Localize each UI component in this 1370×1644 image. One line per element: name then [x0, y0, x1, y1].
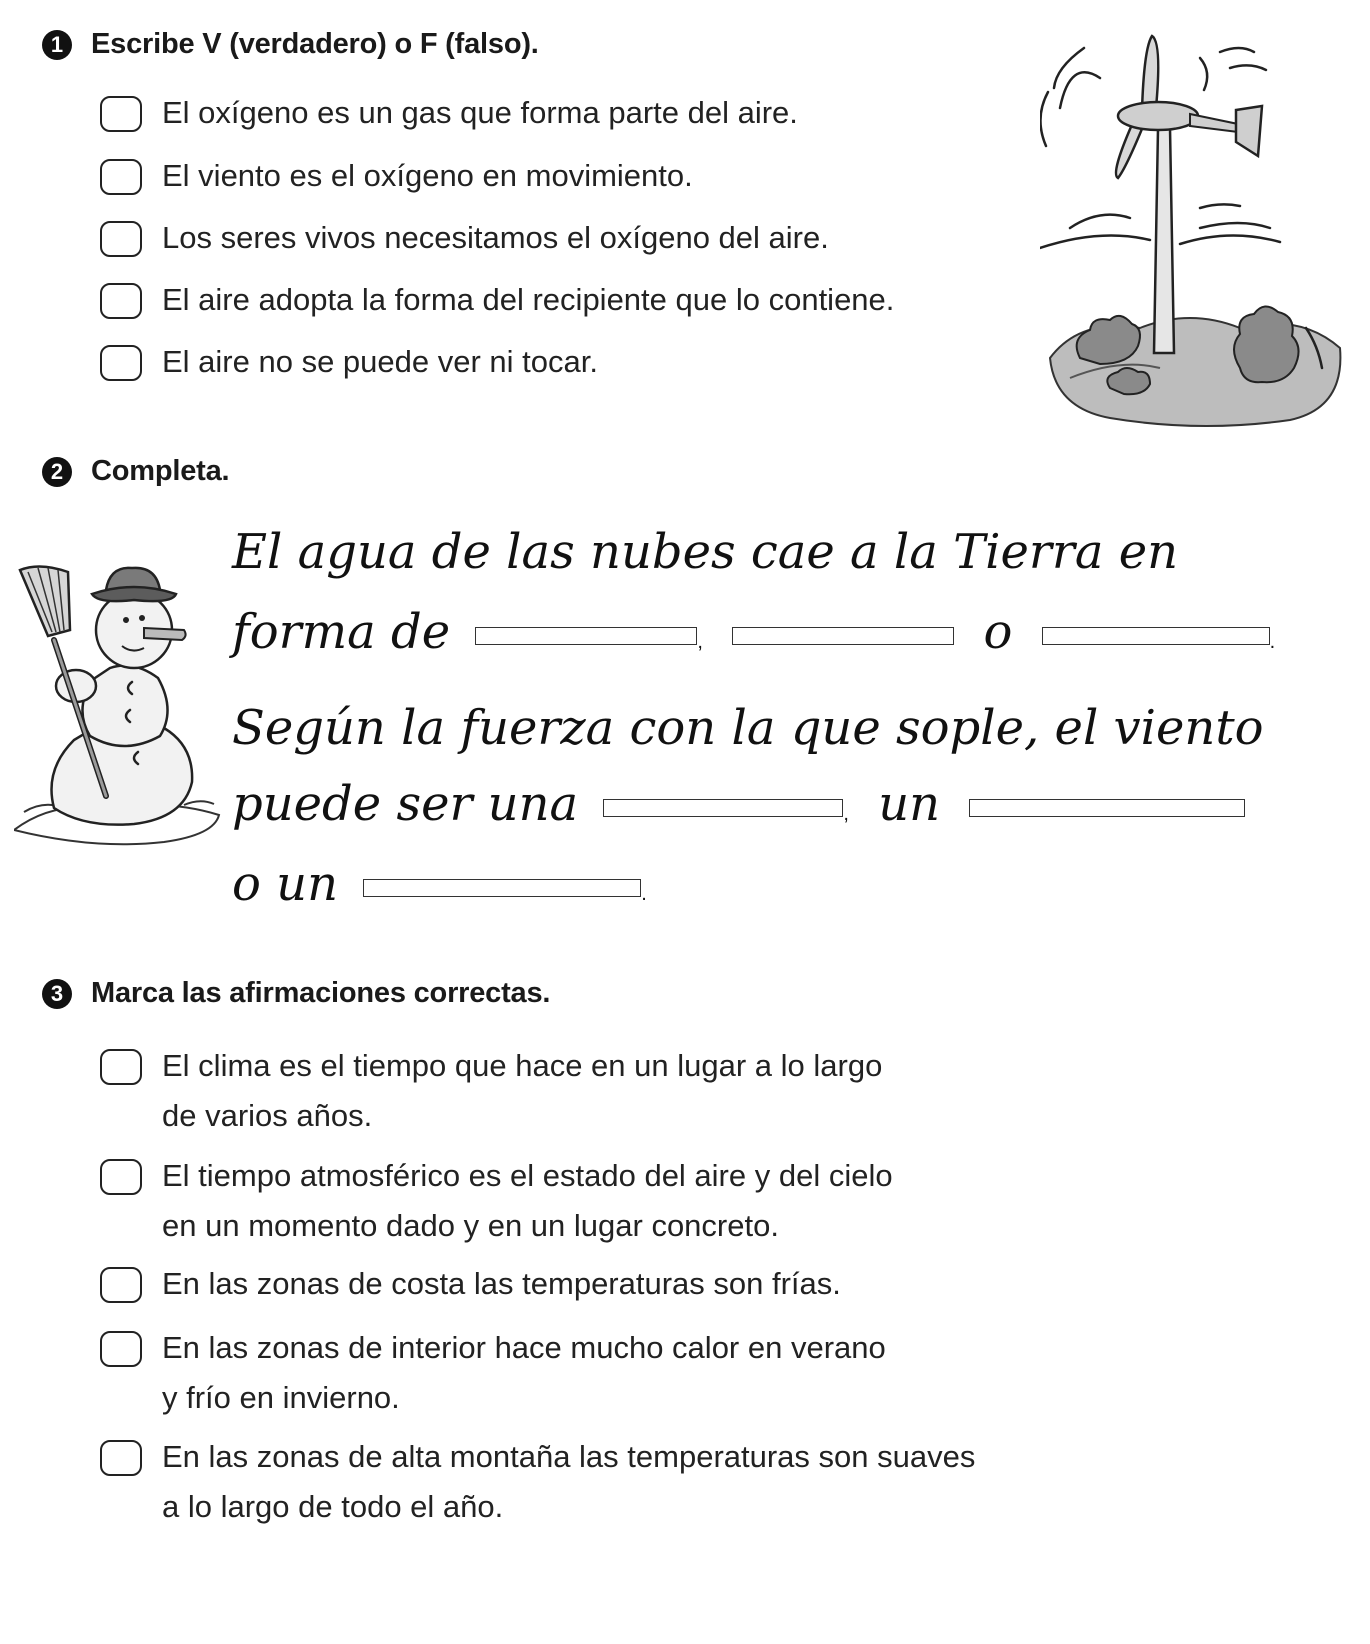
exercise-title: Marca las afirmaciones correctas. [91, 977, 551, 1009]
checkbox-item [100, 1327, 886, 1423]
statement-line: En las zonas de costa las temperaturas son frías. [162, 1266, 841, 1301]
exercise-3-heading [42, 977, 550, 1010]
statement-line: de varios años. [162, 1098, 373, 1133]
true-false-item [100, 155, 693, 201]
completion-line-3: Según la fuerza con la que sople, el viento [232, 700, 1264, 756]
checkbox[interactable] [100, 1159, 142, 1195]
completion-line-5 [232, 856, 647, 912]
line-text: forma de [232, 604, 451, 660]
answer-box[interactable] [100, 96, 142, 132]
exercise-number-badge: 1 [42, 30, 72, 60]
statement-text [162, 1259, 841, 1309]
separator-comma: , [697, 631, 703, 653]
exercise-2-heading [42, 455, 229, 488]
checkbox-item [100, 1155, 893, 1251]
true-false-item [100, 217, 829, 263]
checkbox[interactable] [100, 1440, 142, 1476]
completion-line-4 [232, 776, 1245, 832]
answer-box[interactable] [100, 345, 142, 381]
answer-box[interactable] [100, 159, 142, 195]
statement-line: a lo largo de todo el año. [162, 1489, 504, 1524]
period: . [1269, 631, 1276, 653]
connector-word: o [983, 604, 1013, 660]
statement-text: El aire adopta la forma del recipiente que lo contiene. [162, 282, 895, 317]
statement-text: El viento es el oxígeno en movimiento. [162, 158, 693, 193]
exercise-title: Escribe V (verdadero) o F (falso). [91, 28, 539, 60]
true-false-item [100, 279, 894, 325]
exercise-title: Completa. [91, 455, 230, 487]
snowman-illustration [14, 560, 229, 860]
answer-blank[interactable] [603, 799, 843, 817]
answer-box[interactable] [100, 283, 142, 319]
separator-comma: , [843, 803, 849, 825]
checkbox-item [100, 1263, 841, 1309]
period: . [641, 883, 647, 905]
statement-text: El aire no se puede ver ni tocar. [162, 344, 598, 379]
checkbox[interactable] [100, 1331, 142, 1367]
line-text: o un [232, 856, 338, 912]
statement-text: El oxígeno es un gas que forma parte del aire. [162, 95, 798, 130]
statement-line: El tiempo atmosférico es el estado del aire y del cielo [162, 1158, 893, 1193]
completion-line-2 [232, 604, 1275, 660]
exercise-1-heading [42, 28, 539, 61]
answer-blank[interactable] [1042, 627, 1270, 645]
statement-text: Los seres vivos necesitamos el oxígeno del aire. [162, 220, 829, 255]
answer-blank[interactable] [969, 799, 1245, 817]
statement-line: En las zonas de interior hace mucho calor en verano [162, 1330, 886, 1365]
completion-line-1: El agua de las nubes cae a la Tierra en [232, 524, 1179, 580]
statement-text [162, 1432, 975, 1532]
answer-blank[interactable] [363, 879, 641, 897]
statement-text [162, 1323, 886, 1423]
statement-line: El clima es el tiempo que hace en un lugar a lo largo [162, 1048, 883, 1083]
connector-word: un [878, 776, 941, 832]
checkbox-item [100, 1045, 882, 1141]
checkbox-item [100, 1436, 975, 1532]
statement-text [162, 1151, 893, 1251]
checkbox[interactable] [100, 1267, 142, 1303]
line-text: puede ser una [232, 776, 579, 832]
answer-blank[interactable] [732, 627, 954, 645]
answer-box[interactable] [100, 221, 142, 257]
statement-line: y frío en invierno. [162, 1380, 400, 1415]
statement-line: En las zonas de alta montaña las temperaturas son suaves [162, 1439, 976, 1474]
exercise-number-badge: 2 [42, 457, 72, 487]
answer-blank[interactable] [475, 627, 697, 645]
true-false-item [100, 341, 598, 387]
checkbox[interactable] [100, 1049, 142, 1085]
true-false-item [100, 92, 798, 138]
statement-text [162, 1041, 882, 1141]
exercise-number-badge: 3 [42, 979, 72, 1009]
windmill-illustration [1040, 28, 1350, 438]
statement-line: en un momento dado y en un lugar concreto. [162, 1208, 779, 1243]
